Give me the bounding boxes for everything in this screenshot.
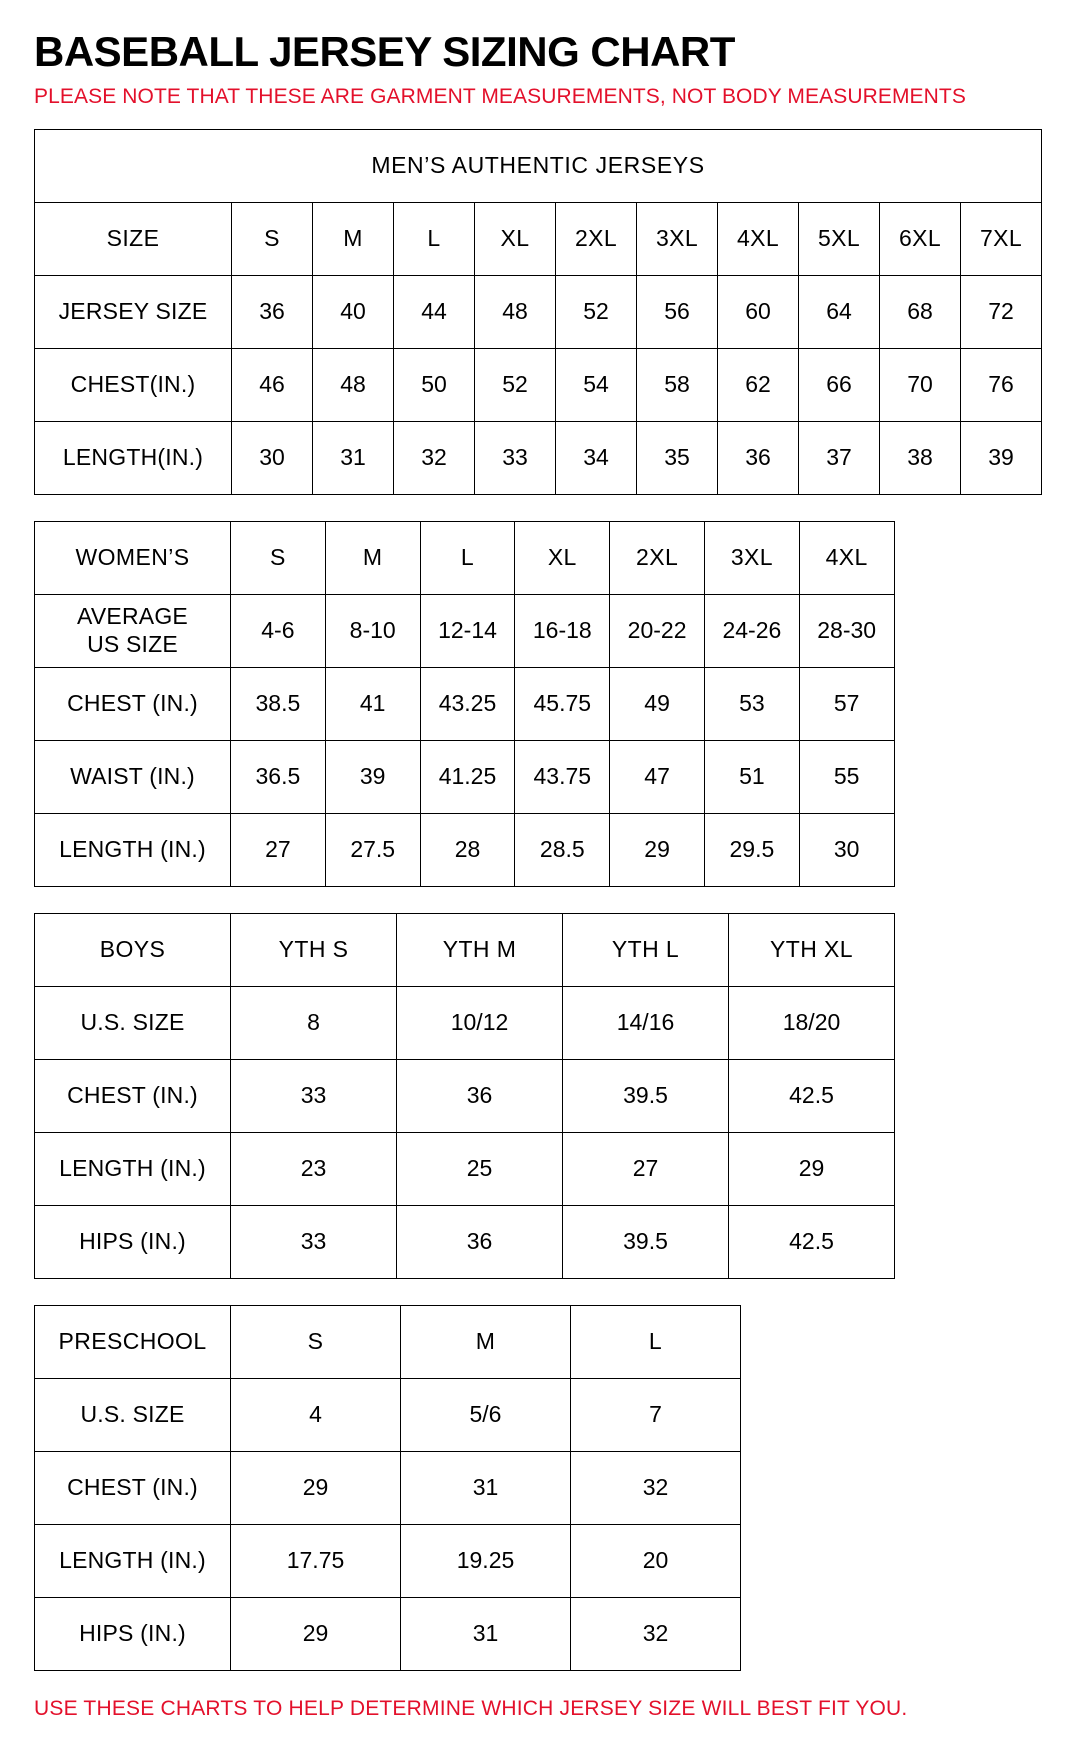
table-cell: 45.75 — [515, 667, 610, 740]
boys-row-label-chest: CHEST (IN.) — [35, 1059, 231, 1132]
table-cell: 55 — [799, 740, 894, 813]
boys-header-yth-m: YTH M — [397, 913, 563, 986]
table-cell: 40 — [313, 275, 394, 348]
table-cell: 32 — [571, 1597, 741, 1670]
womens-header-l: L — [420, 521, 515, 594]
table-cell: 48 — [475, 275, 556, 348]
boys-header-label: BOYS — [35, 913, 231, 986]
mens-header-5xl: 5XL — [799, 202, 880, 275]
table-cell: 37 — [799, 421, 880, 494]
mens-header-4xl: 4XL — [718, 202, 799, 275]
boys-row-label-length: LENGTH (IN.) — [35, 1132, 231, 1205]
table-cell: 72 — [961, 275, 1042, 348]
table-cell: 29 — [231, 1451, 401, 1524]
table-cell: 27.5 — [325, 813, 420, 886]
table-cell: 39 — [325, 740, 420, 813]
mens-header-s: S — [232, 202, 313, 275]
table-cell: 33 — [231, 1059, 397, 1132]
table-cell: 46 — [232, 348, 313, 421]
womens-header-xl: XL — [515, 521, 610, 594]
table-cell: 16-18 — [515, 594, 610, 667]
table-cell: 36 — [718, 421, 799, 494]
table-cell: 68 — [880, 275, 961, 348]
table-cell: 29.5 — [704, 813, 799, 886]
table-cell: 24-26 — [704, 594, 799, 667]
table-cell: 50 — [394, 348, 475, 421]
mens-header-row — [35, 202, 1042, 275]
womens-header-4xl: 4XL — [799, 521, 894, 594]
table-cell: 36.5 — [231, 740, 326, 813]
preschool-header-label: PRESCHOOL — [35, 1305, 231, 1378]
table-row — [35, 594, 895, 667]
table-row — [35, 1597, 741, 1670]
mens-banner-label: MEN’S AUTHENTIC JERSEYS — [35, 129, 1042, 202]
table-cell: 28-30 — [799, 594, 894, 667]
table-cell: 49 — [610, 667, 705, 740]
preschool-sizing-table — [34, 1305, 741, 1671]
table-cell: 31 — [313, 421, 394, 494]
table-cell: 30 — [799, 813, 894, 886]
womens-header-3xl: 3XL — [704, 521, 799, 594]
mens-header-6xl: 6XL — [880, 202, 961, 275]
womens-row-label-line2: US SIZE — [87, 630, 178, 657]
table-row — [35, 813, 895, 886]
table-cell: 47 — [610, 740, 705, 813]
mens-row-label-chest: CHEST(IN.) — [35, 348, 232, 421]
preschool-header-row — [35, 1305, 741, 1378]
table-cell: 57 — [799, 667, 894, 740]
table-row — [35, 275, 1042, 348]
mens-sizing-table — [34, 129, 1042, 495]
table-cell: 14/16 — [563, 986, 729, 1059]
table-cell: 23 — [231, 1132, 397, 1205]
table-row — [35, 667, 895, 740]
table-cell: 4 — [231, 1378, 401, 1451]
table-cell: 44 — [394, 275, 475, 348]
mens-table-banner — [35, 129, 1042, 202]
table-cell: 29 — [729, 1132, 895, 1205]
boys-row-label-hips: HIPS (IN.) — [35, 1205, 231, 1278]
table-cell: 31 — [401, 1451, 571, 1524]
table-cell: 64 — [799, 275, 880, 348]
mens-row-label-length: LENGTH(IN.) — [35, 421, 232, 494]
mens-header-size: SIZE — [35, 202, 232, 275]
table-cell: 35 — [637, 421, 718, 494]
table-cell: 52 — [556, 275, 637, 348]
mens-header-xl: XL — [475, 202, 556, 275]
boys-header-yth-s: YTH S — [231, 913, 397, 986]
womens-row-label-line1: AVERAGE — [77, 603, 188, 630]
table-row — [35, 348, 1042, 421]
table-cell: 20 — [571, 1524, 741, 1597]
table-cell: 39.5 — [563, 1205, 729, 1278]
table-cell: 25 — [397, 1132, 563, 1205]
womens-header-label: WOMEN’S — [35, 521, 231, 594]
table-cell: 66 — [799, 348, 880, 421]
table-cell: 76 — [961, 348, 1042, 421]
table-cell: 38.5 — [231, 667, 326, 740]
table-cell: 41 — [325, 667, 420, 740]
preschool-header-m: M — [401, 1305, 571, 1378]
womens-header-row — [35, 521, 895, 594]
table-cell: 27 — [231, 813, 326, 886]
table-cell: 39 — [961, 421, 1042, 494]
table-cell: 58 — [637, 348, 718, 421]
footer-note: USE THESE CHARTS TO HELP DETERMINE WHICH JERSEY SIZE WILL BEST FIT YOU. — [34, 1696, 908, 1720]
table-cell: 53 — [704, 667, 799, 740]
table-cell: 48 — [313, 348, 394, 421]
table-cell: 36 — [397, 1205, 563, 1278]
table-cell: 56 — [637, 275, 718, 348]
table-cell: 36 — [397, 1059, 563, 1132]
table-cell: 18/20 — [729, 986, 895, 1059]
table-cell: 7 — [571, 1378, 741, 1451]
table-row — [35, 421, 1042, 494]
table-cell: 8 — [231, 986, 397, 1059]
womens-row-label-chest: CHEST (IN.) — [35, 667, 231, 740]
table-cell: 34 — [556, 421, 637, 494]
table-cell: 51 — [704, 740, 799, 813]
preschool-row-label-length: LENGTH (IN.) — [35, 1524, 231, 1597]
womens-sizing-table — [34, 521, 895, 887]
table-cell: 42.5 — [729, 1205, 895, 1278]
table-cell: 19.25 — [401, 1524, 571, 1597]
mens-header-3xl: 3XL — [637, 202, 718, 275]
mens-header-7xl: 7XL — [961, 202, 1042, 275]
table-cell: 42.5 — [729, 1059, 895, 1132]
table-cell: 5/6 — [401, 1378, 571, 1451]
mens-header-m: M — [313, 202, 394, 275]
table-cell: 41.25 — [420, 740, 515, 813]
garment-measurement-note: PLEASE NOTE THAT THESE ARE GARMENT MEASUREMENTS, NOT BODY MEASUREMENTS — [34, 85, 966, 109]
womens-header-m: M — [325, 521, 420, 594]
mens-header-l: L — [394, 202, 475, 275]
table-row — [35, 1059, 895, 1132]
table-cell: 32 — [571, 1451, 741, 1524]
table-cell: 32 — [394, 421, 475, 494]
womens-row-label-average-us-size — [35, 594, 231, 667]
table-cell: 52 — [475, 348, 556, 421]
table-cell: 62 — [718, 348, 799, 421]
womens-header-2xl: 2XL — [610, 521, 705, 594]
womens-row-label-length: LENGTH (IN.) — [35, 813, 231, 886]
table-cell: 31 — [401, 1597, 571, 1670]
table-cell: 36 — [232, 275, 313, 348]
table-cell: 43.75 — [515, 740, 610, 813]
table-cell: 70 — [880, 348, 961, 421]
table-cell: 17.75 — [231, 1524, 401, 1597]
table-row — [35, 1451, 741, 1524]
table-row — [35, 1205, 895, 1278]
table-cell: 38 — [880, 421, 961, 494]
table-row — [35, 986, 895, 1059]
preschool-row-label-chest: CHEST (IN.) — [35, 1451, 231, 1524]
mens-header-2xl: 2XL — [556, 202, 637, 275]
boys-header-yth-l: YTH L — [563, 913, 729, 986]
table-row — [35, 740, 895, 813]
table-cell: 54 — [556, 348, 637, 421]
boys-header-yth-xl: YTH XL — [729, 913, 895, 986]
mens-row-label-jersey-size: JERSEY SIZE — [35, 275, 232, 348]
table-cell: 4-6 — [231, 594, 326, 667]
table-cell: 33 — [475, 421, 556, 494]
table-cell: 39.5 — [563, 1059, 729, 1132]
preschool-row-label-hips: HIPS (IN.) — [35, 1597, 231, 1670]
page-title: BASEBALL JERSEY SIZING CHART — [34, 28, 735, 75]
table-row — [35, 1378, 741, 1451]
preschool-header-s: S — [231, 1305, 401, 1378]
table-cell: 28.5 — [515, 813, 610, 886]
table-row — [35, 1524, 741, 1597]
womens-header-s: S — [231, 521, 326, 594]
table-cell: 29 — [610, 813, 705, 886]
boys-sizing-table — [34, 913, 895, 1279]
table-cell: 30 — [232, 421, 313, 494]
table-cell: 20-22 — [610, 594, 705, 667]
table-row — [35, 1132, 895, 1205]
table-cell: 29 — [231, 1597, 401, 1670]
table-cell: 60 — [718, 275, 799, 348]
preschool-row-label-us-size: U.S. SIZE — [35, 1378, 231, 1451]
table-cell: 33 — [231, 1205, 397, 1278]
table-cell: 8-10 — [325, 594, 420, 667]
preschool-header-l: L — [571, 1305, 741, 1378]
table-cell: 27 — [563, 1132, 729, 1205]
table-cell: 28 — [420, 813, 515, 886]
womens-row-label-waist: WAIST (IN.) — [35, 740, 231, 813]
table-cell: 10/12 — [397, 986, 563, 1059]
table-cell: 12-14 — [420, 594, 515, 667]
boys-row-label-us-size: U.S. SIZE — [35, 986, 231, 1059]
table-cell: 43.25 — [420, 667, 515, 740]
boys-header-row — [35, 913, 895, 986]
